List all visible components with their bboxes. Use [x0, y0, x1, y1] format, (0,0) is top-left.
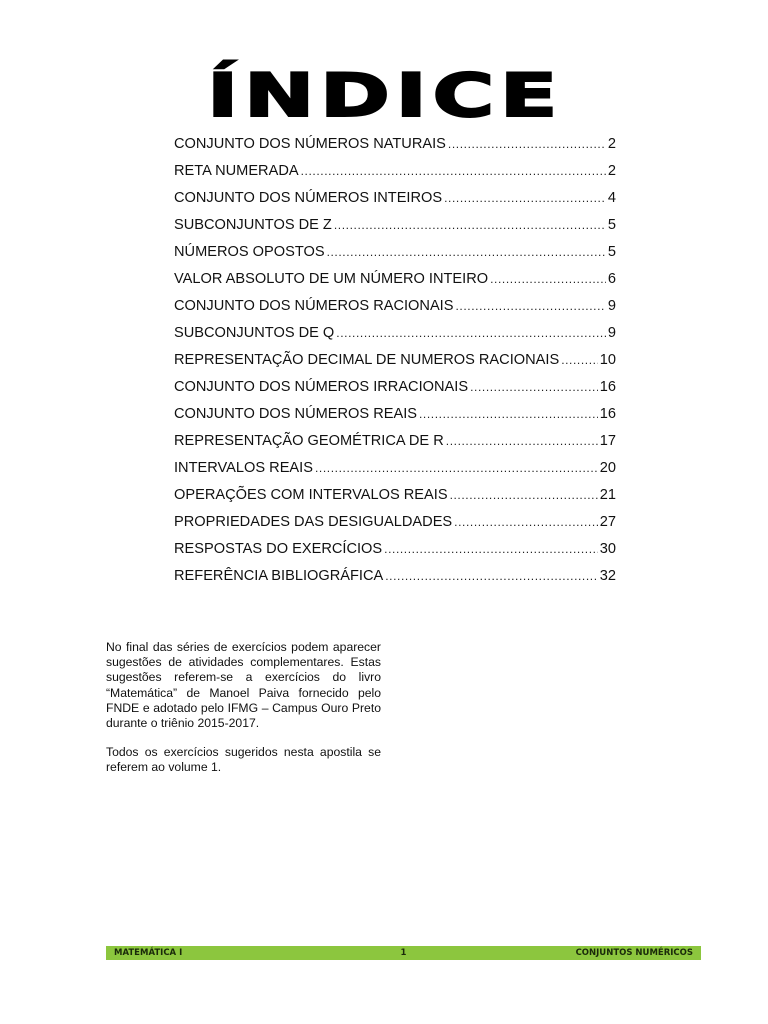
- toc-entry-label: CONJUNTO DOS NÚMEROS IRRACIONAIS: [174, 379, 469, 395]
- toc-entry-label: CONJUNTO DOS NÚMEROS INTEIROS: [174, 190, 443, 206]
- toc-entry-label: REPRESENTAÇÃO DECIMAL DE NUMEROS RACIONAIS: [174, 352, 560, 368]
- toc-entry-page: 30: [599, 541, 616, 557]
- toc-entry-label: RETA NUMERADA: [174, 163, 299, 179]
- title-text: ÍNDICE: [207, 61, 461, 130]
- title-wordart: [200, 58, 570, 130]
- toc-leader-dots: [444, 187, 606, 209]
- toc-entry[interactable]: [174, 565, 616, 592]
- toc-entry-page: 16: [599, 406, 616, 422]
- toc-leader-dots: [561, 349, 598, 371]
- table-of-contents: [174, 133, 616, 592]
- toc-leader-dots: [455, 295, 605, 317]
- toc-entry[interactable]: [174, 457, 616, 484]
- toc-entry-page: 16: [599, 379, 616, 395]
- footer-left: MATEMÁTICA I: [114, 948, 183, 958]
- toc-leader-dots: [301, 160, 606, 182]
- toc-entry-page: 6: [607, 271, 616, 287]
- toc-entry-label: VALOR ABSOLUTO DE UM NÚMERO INTEIRO: [174, 271, 489, 287]
- toc-leader-dots: [336, 322, 606, 344]
- toc-entry[interactable]: [174, 430, 616, 457]
- toc-leader-dots: [334, 214, 606, 236]
- toc-entry-label: SUBCONJUNTOS DE Q: [174, 325, 335, 341]
- toc-entry[interactable]: [174, 376, 616, 403]
- footer-right: CONJUNTOS NUMÉRICOS: [575, 948, 693, 958]
- note-block: [106, 640, 381, 790]
- toc-entry-page: 27: [599, 514, 616, 530]
- toc-entry-page: 5: [607, 244, 616, 260]
- toc-leader-dots: [385, 565, 598, 587]
- toc-entry-page: 21: [599, 487, 616, 503]
- toc-leader-dots: [450, 484, 598, 506]
- toc-entry-label: OPERAÇÕES COM INTERVALOS REAIS: [174, 487, 448, 503]
- note-paragraph-1: No final das séries de exercícios podem aparecer sugestões de atividades complementares. Estas sugestões referem-se a exercícios do livro “Matemática” de Manoel Paiva fornecido pelo FNDE e adotado pelo IFMG – Campus Ouro Preto durante o triênio 2015-2017.: [106, 640, 381, 731]
- toc-entry[interactable]: [174, 133, 616, 160]
- toc-entry-label: PROPRIEDADES DAS DESIGUALDADES: [174, 514, 453, 530]
- toc-entry-page: 20: [599, 460, 616, 476]
- toc-entry[interactable]: [174, 322, 616, 349]
- toc-entry-label: SUBCONJUNTOS DE Z: [174, 217, 332, 233]
- toc-entry-label: NÚMEROS OPOSTOS: [174, 244, 325, 260]
- toc-entry[interactable]: [174, 538, 616, 565]
- toc-leader-dots: [315, 457, 598, 479]
- toc-entry[interactable]: [174, 241, 616, 268]
- toc-entry-page: 4: [607, 190, 616, 206]
- toc-leader-dots: [327, 241, 606, 263]
- toc-entry[interactable]: [174, 511, 616, 538]
- toc-entry-label: REPRESENTAÇÃO GEOMÉTRICA DE R: [174, 433, 444, 449]
- footer-page-number: 1: [400, 948, 407, 958]
- toc-entry-label: INTERVALOS REAIS: [174, 460, 313, 476]
- note-paragraph-2: Todos os exercícios sugeridos nesta apostila se referem ao volume 1.: [106, 745, 381, 775]
- toc-leader-dots: [470, 376, 598, 398]
- toc-entry-label: RESPOSTAS DO EXERCÍCIOS: [174, 541, 383, 557]
- toc-leader-dots: [448, 133, 606, 155]
- toc-entry-label: REFERÊNCIA BIBLIOGRÁFICA: [174, 568, 384, 584]
- toc-entry[interactable]: [174, 268, 616, 295]
- toc-entry-page: 32: [599, 568, 616, 584]
- toc-entry[interactable]: [174, 295, 616, 322]
- toc-entry-label: CONJUNTO DOS NÚMEROS RACIONAIS: [174, 298, 454, 314]
- toc-leader-dots: [490, 268, 606, 290]
- toc-entry-label: CONJUNTO DOS NÚMEROS NATURAIS: [174, 136, 446, 152]
- toc-entry-page: 2: [607, 136, 616, 152]
- toc-entry[interactable]: [174, 187, 616, 214]
- toc-entry-page: 2: [607, 163, 616, 179]
- toc-entry[interactable]: [174, 160, 616, 187]
- toc-leader-dots: [446, 430, 598, 452]
- toc-entry-page: 9: [607, 325, 616, 341]
- toc-entry[interactable]: [174, 484, 616, 511]
- toc-entry-page: 10: [599, 352, 616, 368]
- page-title: [200, 58, 570, 130]
- toc-entry[interactable]: [174, 403, 616, 430]
- toc-entry-page: 9: [607, 298, 616, 314]
- toc-leader-dots: [454, 511, 598, 533]
- toc-leader-dots: [384, 538, 598, 560]
- toc-entry-page: 5: [607, 217, 616, 233]
- toc-entry-label: CONJUNTO DOS NÚMEROS REAIS: [174, 406, 417, 422]
- toc-entry[interactable]: [174, 349, 616, 376]
- toc-entry[interactable]: [174, 214, 616, 241]
- toc-entry-page: 17: [599, 433, 616, 449]
- page-footer: [106, 946, 701, 960]
- toc-leader-dots: [419, 403, 598, 425]
